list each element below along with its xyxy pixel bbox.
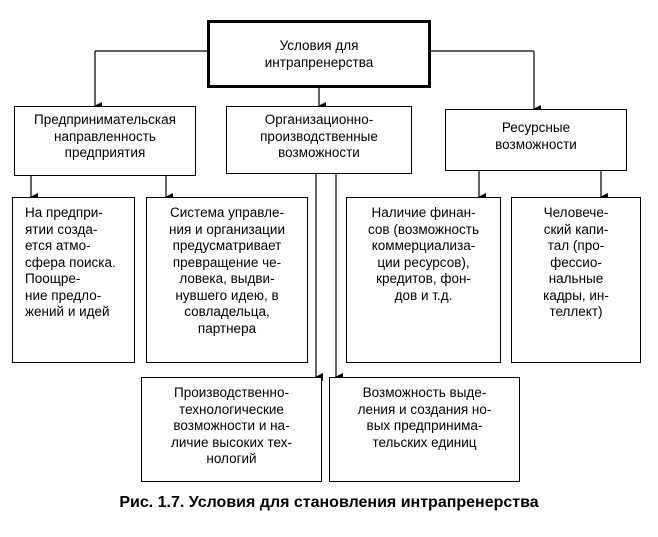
production-label: Производственно- технологические возможности и на- личие высоких тех- нологий (171, 385, 292, 466)
human-label: Человече- ский капи- тал (про- фессио- нальные кадры, ин- теллект) (543, 205, 609, 319)
production-box (141, 377, 322, 482)
human-box (511, 197, 641, 363)
atmosphere-label: На предпри- ятии созда- ется атмо- сфера поиска. Поощре- ние предло- жений и идей (25, 205, 116, 319)
organizational-box (226, 106, 412, 174)
finance-box (346, 197, 501, 363)
resource-box (445, 109, 627, 171)
units-label: Возможность выде- ления и создания но- вых предпринима- тельских единиц (357, 385, 492, 450)
management-box (146, 197, 308, 363)
root-label: Условия для интрапренерства (264, 38, 374, 70)
organizational-label: Организационно- производственные возможности (260, 112, 378, 160)
figure-caption: Рис. 1.7. Условия для становления интрапренерства (119, 494, 539, 511)
resource-label: Ресурсные возможности (495, 120, 577, 152)
root-box (207, 20, 431, 88)
units-box (329, 377, 520, 482)
entrepreneurial-box (14, 106, 196, 176)
management-label: Система управле- ния и организации предусматривает превращение че- ловека, выдви- нувшего идею, в совладельца, партнера (168, 205, 285, 336)
atmosphere-box (12, 197, 135, 363)
entrepreneurial-label: Предпринимательская направленность предприятия (34, 112, 176, 160)
finance-label: Наличие финан- сов (возможность коммерциализа- ции ресурсов), кредитов, фон- дов и т.д. (368, 205, 479, 303)
